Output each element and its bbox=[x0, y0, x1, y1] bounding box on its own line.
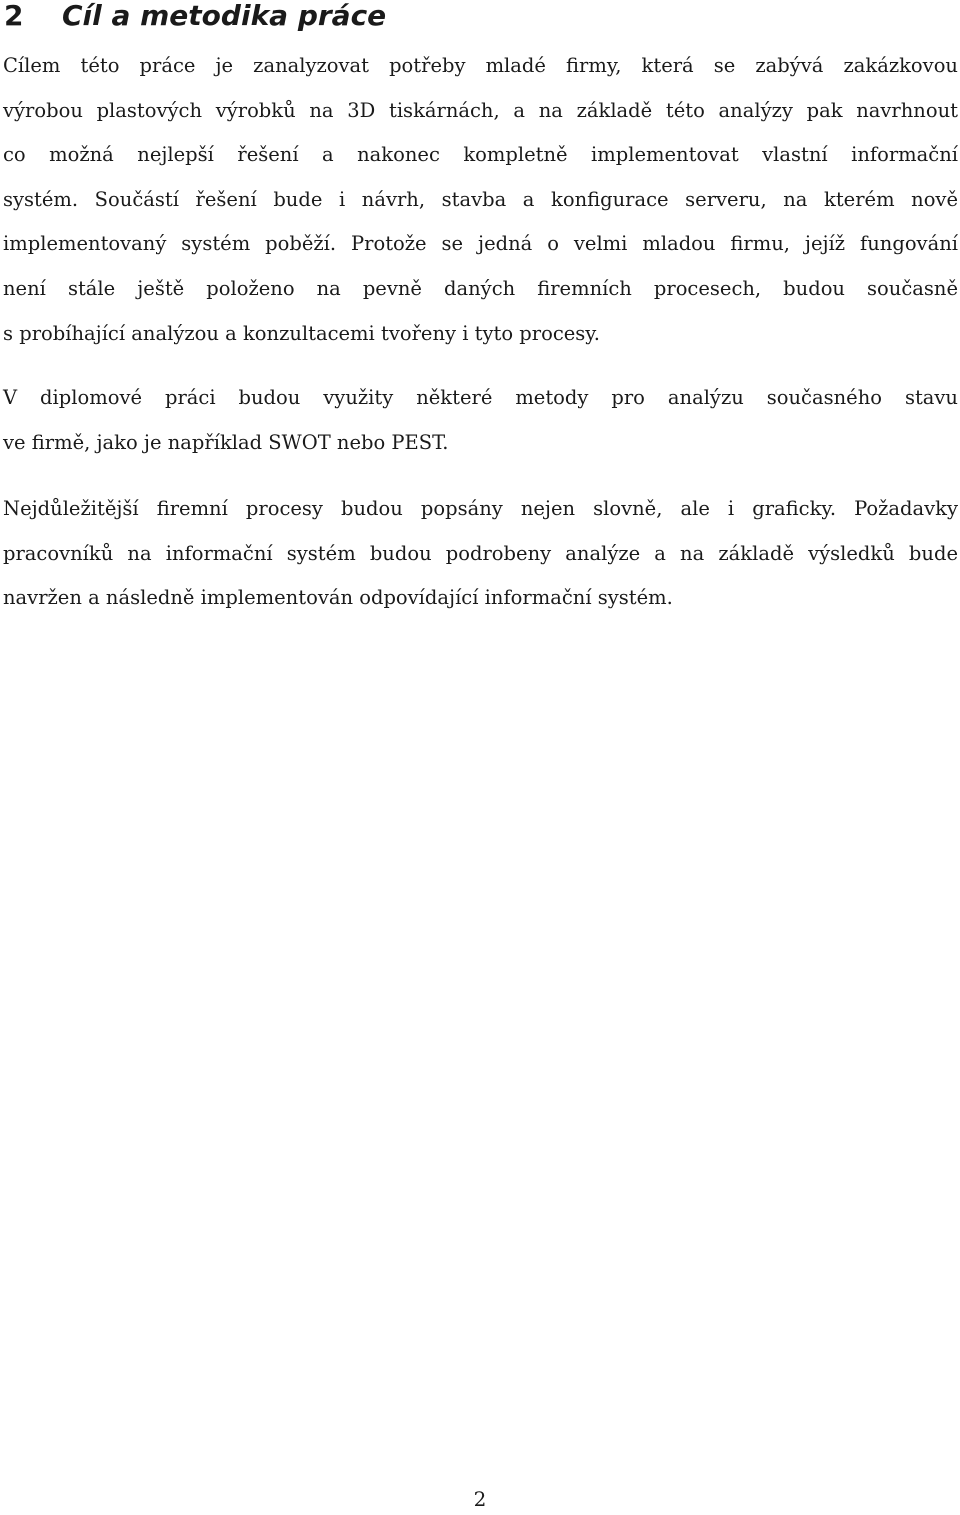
page-number: 2 bbox=[473, 1487, 487, 1511]
text-line: co možná nejlepší řešení a nakonec kompletně implementovat vlastní informační bbox=[3, 143, 958, 167]
section-number: 2 bbox=[4, 0, 24, 32]
text-line: implementovaný systém poběží. Protože se jedná o velmi mladou firmu, jejíž fungování bbox=[3, 232, 958, 256]
paragraph-processes bbox=[3, 487, 958, 621]
paragraph-methods bbox=[3, 376, 958, 465]
text-line: navržen a následně implementován odpovídající informační systém. bbox=[3, 586, 673, 610]
text-line: pracovníků na informační systém budou podrobeny analýze a na základě výsledků bude bbox=[3, 541, 958, 565]
text-line: s probíhající analýzou a konzultacemi tvořeny i tyto procesy. bbox=[3, 321, 600, 345]
section-heading bbox=[4, 0, 386, 38]
section-title: Cíl a metodika práce bbox=[62, 0, 387, 32]
text-line: Cílem této práce je zanalyzovat potřeby mladé firmy, která se zabývá zakázkovou bbox=[3, 54, 958, 77]
text-line: systém. Součástí řešení bude i návrh, stavba a konfigurace serveru, na kterém nově bbox=[3, 187, 958, 211]
text-line: V diplomové práci budou využity některé metody pro analýzu současného stavu bbox=[3, 386, 958, 409]
text-line: ve firmě, jako je například SWOT nebo PEST. bbox=[3, 430, 449, 454]
paragraph-goal bbox=[3, 44, 958, 356]
text-line: není stále ještě položeno na pevně daných firemních procesech, budou současně bbox=[3, 276, 958, 300]
text-line: Nejdůležitější firemní procesy budou popsány nejen slovně, ale i graficky. Požadavky bbox=[3, 497, 958, 520]
text-line: výrobou plastových výrobků na 3D tiskárnách, a na základě této analýzy pak navrhnout bbox=[3, 98, 958, 122]
